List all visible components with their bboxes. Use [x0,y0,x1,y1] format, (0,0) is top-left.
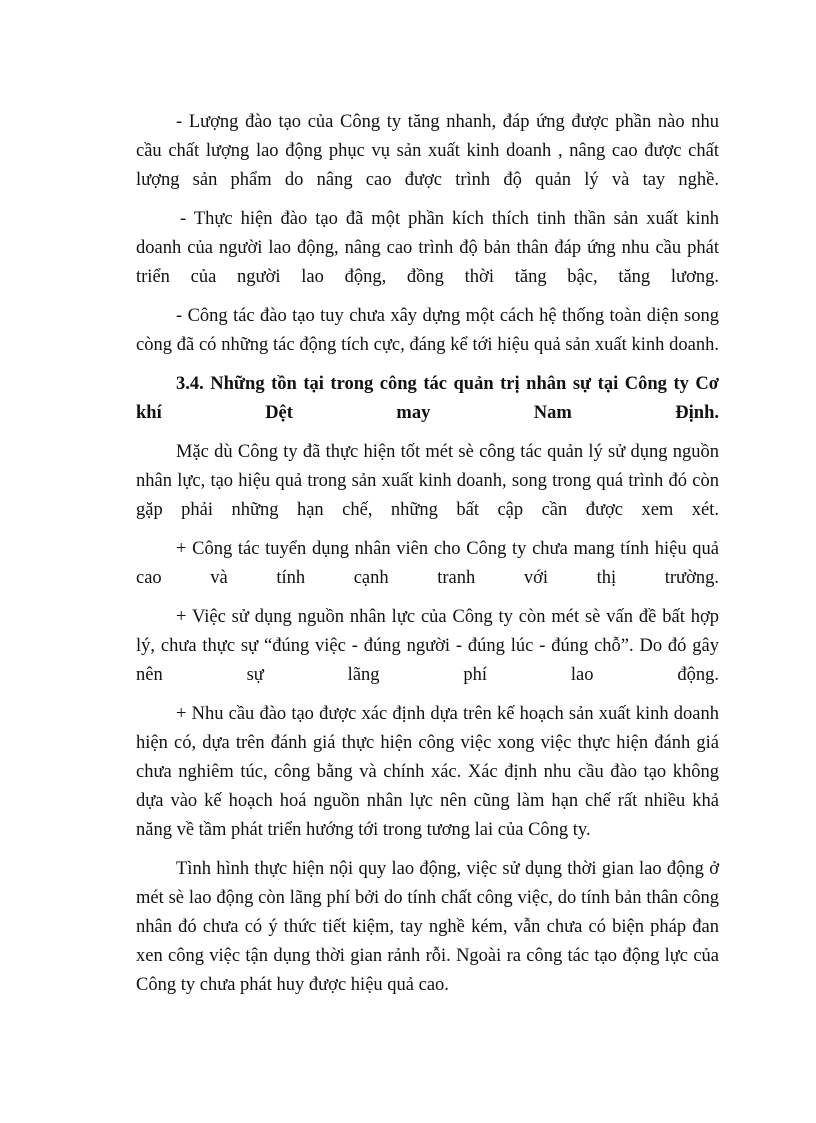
paragraph-training-impact: - Công tác đào tạo tuy chưa xây dựng một cách hệ thống toàn diện song còng đã có những tác động tích cực, đáng kể tới hiệu quả sản xuất kinh doanh. [136,306,719,355]
paragraph-training-motivation: - Thực hiện đào tạo đã một phần kích thích tinh thần sản xuất kinh doanh của người lao động, nâng cao trình độ bản thân đáp ứng nhu cầu phát triển của người lao động, đồng thời tăng bậc, tăng lương. [136,209,719,287]
paragraph-training-growth: - Lượng đào tạo của Công ty tăng nhanh, đáp ứng được phần nào nhu cầu chất lượng lao động phục vụ sản xuất kinh doanh , nâng cao được chất lượng sản phẩm do nâng cao được trình độ quản lý và tay nghề. [136,112,719,190]
paragraph-training-needs: + Nhu cầu đào tạo được xác định dựa trên kế hoạch sản xuất kinh doanh hiện có, dựa trên đánh giá thực hiện công việc xong việc thực hiện đánh giá chưa nghiêm túc, công bằng và chính xác. Xác định nhu cầu đào tạo không dựa vào kế hoạch hoá nguồn nhân lực nên cũng làm hạn chế rất nhiều khả năng về tầm phát triển hướng tới trong tương lai của Công ty. [136,704,719,840]
document-page [136,108,719,1010]
section-heading-3-4: 3.4. Những tồn tại trong công tác quản trị nhân sự tại Công ty Cơ khí Dệt may Nam Định. [136,374,719,423]
paragraph-workforce-use: + Việc sử dụng nguồn nhân lực của Công ty còn mét sè vấn đề bất hợp lý, chưa thực sự “đúng việc - đúng người - đúng lúc - đúng chỗ”. Do đó gây nên sự lãng phí lao động. [136,607,719,685]
paragraph-labor-rules: Tình hình thực hiện nội quy lao động, việc sử dụng thời gian lao động ở mét sè lao động còn lãng phí bởi do tính chất công việc, do tính bản thân công nhân đó chưa có ý thức tiết kiệm, tay nghề kém, vẫn chưa có biện pháp đan xen công việc tận dụng thời gian rảnh rỗi. Ngoài ra công tác tạo động lực của Công ty chưa phát huy được hiệu quả cao. [136,859,719,995]
paragraph-recruitment: + Công tác tuyển dụng nhân viên cho Công ty chưa mang tính hiệu quả cao và tính cạnh tranh với thị trường. [136,539,719,588]
paragraph-limitations-intro: Mặc dù Công ty đã thực hiện tốt mét sè công tác quản lý sử dụng nguồn nhân lực, tạo hiệu quả trong sản xuất kinh doanh, song trong quá trình đó còn gặp phải những hạn chế, những bất cập cần được xem xét. [136,442,719,520]
